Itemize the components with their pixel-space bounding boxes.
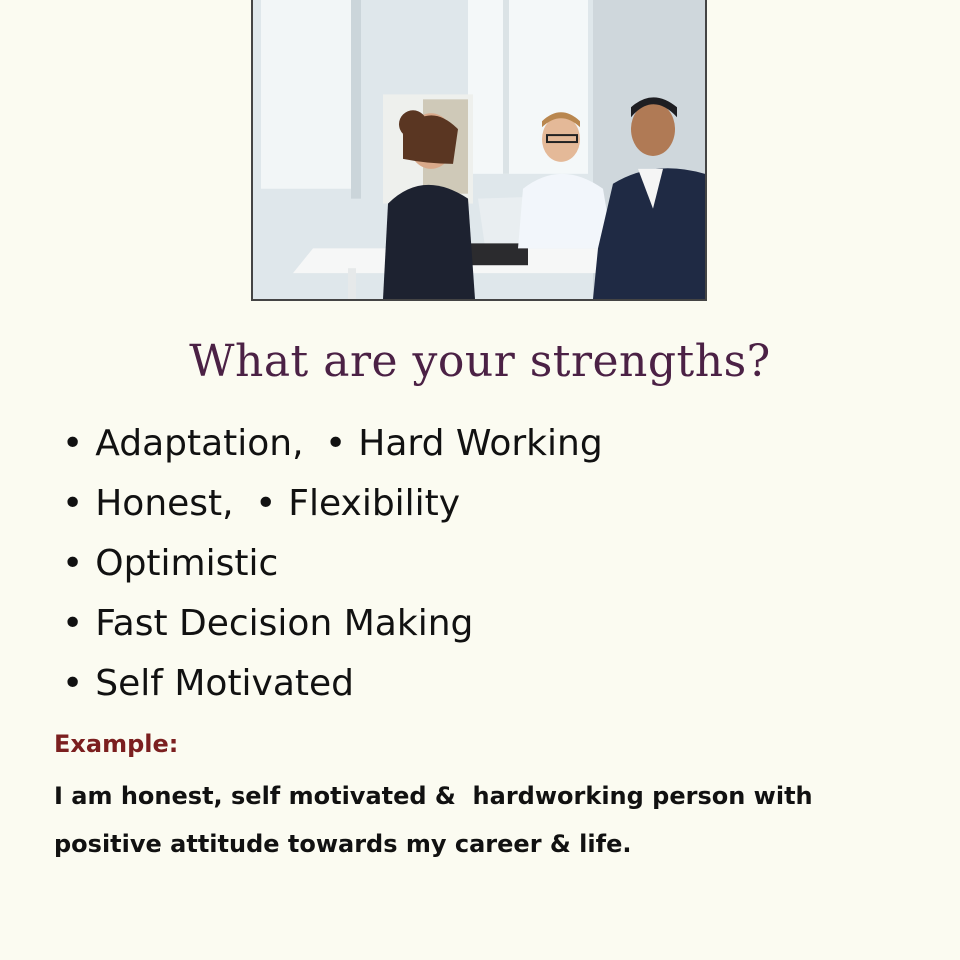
example-line-1: I am honest, self motivated & hardworking person with <box>54 782 813 810</box>
example-line-2: positive attitude towards my career & life. <box>54 830 632 858</box>
list-item <box>62 596 603 656</box>
strength-item: Fast Decision Making <box>95 603 474 644</box>
bullet-icon: • <box>255 483 277 524</box>
bullet-icon: • <box>62 423 84 464</box>
strength-item: Hard Working <box>358 423 603 464</box>
list-item <box>62 536 603 596</box>
interview-meeting-photo-icon <box>253 0 705 299</box>
strength-item: Honest, <box>95 483 234 524</box>
strength-item: Optimistic <box>95 543 279 584</box>
interview-photo <box>251 0 707 301</box>
bullet-icon: • <box>325 423 347 464</box>
page-title: What are your strengths? <box>189 336 771 387</box>
example-text <box>54 772 914 868</box>
example-label: Example: <box>54 730 179 758</box>
bullet-icon: • <box>62 603 84 644</box>
list-item <box>62 416 603 476</box>
strength-item: Flexibility <box>288 483 461 524</box>
strength-item: Self Motivated <box>95 663 355 704</box>
bullet-icon: • <box>62 663 84 704</box>
strength-item: Adaptation, <box>95 423 304 464</box>
bullet-icon: • <box>62 483 84 524</box>
list-item <box>62 656 603 716</box>
list-item <box>62 476 603 536</box>
bullet-icon: • <box>62 543 84 584</box>
strengths-list <box>62 416 603 716</box>
